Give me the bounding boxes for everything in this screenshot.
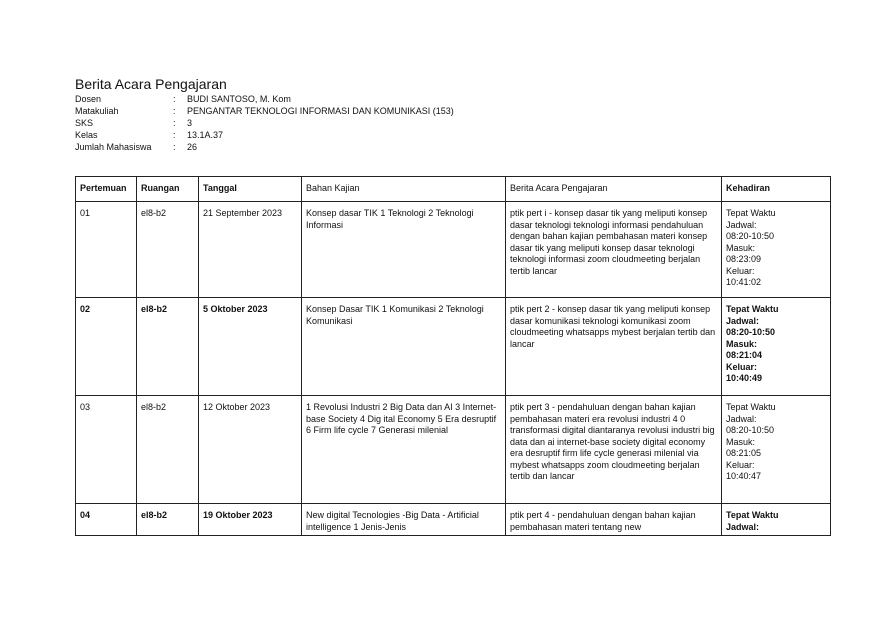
meta-value: BUDI SANTOSO, M. Kom [187,94,291,104]
meta-label: Kelas [75,130,98,140]
kehadiran-masuk: 08:21:05 [726,448,762,458]
kehadiran-masuk: 08:23:09 [726,254,762,264]
cell-pertemuan: 03 [76,396,137,504]
kehadiran-masuk-label: Masuk: [726,436,756,447]
kehadiran-masuk-label: Masuk: [726,338,758,349]
kehadiran-status: Tepat Waktu [726,510,779,520]
meta-label: SKS [75,118,94,128]
cell-berita-acara: ptik pert i - konsep dasar tik yang meliputi konsep dasar teknologi teknologi informasi pendahuluan dengan bahan kajian pembahasan materi konsep dasar tik yang meliputi konsep dasar teknologi teknologi informasi zoom cloudmeeting berjalan tertib lancar [506,202,722,298]
header-ruangan: Ruangan [137,177,199,202]
cell-kehadiran [722,504,831,536]
cell-tanggal: 21 September 2023 [199,202,302,298]
kehadiran-masuk-label: Masuk: [726,242,756,253]
meta-row-kelas [75,129,454,141]
cell-tanggal: 5 Oktober 2023 [199,298,302,396]
table-row [76,298,831,396]
kehadiran-jadwal-label: Jadwal: [726,413,757,424]
meta-label: Jumlah Mahasiswa [75,142,152,152]
kehadiran-jadwal: 08:20-10:50 [726,231,775,241]
kehadiran-keluar-label: Keluar: [726,265,755,276]
meta-value: 3 [187,118,193,128]
cell-pertemuan: 02 [76,298,137,396]
kehadiran-status: Tepat Waktu [726,304,779,314]
kehadiran-keluar: 10:41:02 [726,277,762,287]
cell-bahan-kajian: Konsep Dasar TIK 1 Komunikasi 2 Teknologi Komunikasi [302,298,506,396]
cell-berita-acara: ptik pert 3 - pendahuluan dengan bahan kajian pembahasan materi era revolusi industri 4 0 transformasi digital diantaranya revolusi industri big data dan ai internet-base society digital economy era desruptif firm life cycle generasi milenial via mybest whatsapps zoom cloudmeeting berjalan tertib dan lancar [506,396,722,504]
meta-label: Dosen [75,94,102,104]
cell-bahan-kajian: 1 Revolusi Industri 2 Big Data dan AI 3 Internet-base Society 4 Dig ital Economy 5 Era desruptif 6 Firm life cycle 7 Generasi milenial [302,396,506,504]
kehadiran-jadwal-label: Jadwal: [726,315,760,326]
attendance-table [75,176,831,536]
document-meta [75,93,454,153]
meta-label: Matakuliah [75,106,119,116]
header-kehadiran: Kehadiran [722,177,831,202]
table-header-row [76,177,831,202]
kehadiran-jadwal: 08:20-10:50 [726,425,775,435]
header-bahan-kajian: Bahan Kajian [302,177,506,202]
cell-pertemuan: 04 [76,504,137,536]
cell-tanggal: 12 Oktober 2023 [199,396,302,504]
cell-kehadiran [722,396,831,504]
page-title: Berita Acara Pengajaran [75,76,227,92]
meta-row-dosen [75,93,454,105]
kehadiran-keluar-label: Keluar: [726,361,758,372]
cell-berita-acara: ptik pert 4 - pendahuluan dengan bahan kajian pembahasan materi tentang new [506,504,722,536]
cell-bahan-kajian: Konsep dasar TIK 1 Teknologi 2 Teknologi Informasi [302,202,506,298]
meta-row-matakuliah [75,105,454,117]
header-berita-acara: Berita Acara Pengajaran [506,177,722,202]
kehadiran-masuk: 08:21:04 [726,350,763,360]
meta-value: 13.1A.37 [187,130,224,140]
cell-bahan-kajian: New digital Tecnologies -Big Data - Artificial intelligence 1 Jenis-Jenis [302,504,506,536]
cell-ruangan: el8-b2 [137,202,199,298]
meta-colon: : [173,142,176,152]
header-tanggal: Tanggal [199,177,302,202]
kehadiran-jadwal-label: Jadwal: [726,521,760,532]
cell-kehadiran [722,298,831,396]
meta-colon: : [173,106,176,116]
table-row [76,202,831,298]
kehadiran-keluar: 10:40:47 [726,471,762,481]
kehadiran-jadwal-label: Jadwal: [726,219,757,230]
meta-colon: : [173,130,176,140]
meta-value: 26 [187,142,198,152]
table-row [76,396,831,504]
kehadiran-status: Tepat Waktu [726,208,776,218]
header-pertemuan: Pertemuan [76,177,137,202]
cell-berita-acara: ptik pert 2 - konsep dasar tik yang meliputi konsep dasar komunikasi teknologi komunikasi zoom cloudmeeting whatsapps mybest berjalan tertib dan lancar [506,298,722,396]
cell-kehadiran [722,202,831,298]
cell-ruangan: el8-b2 [137,396,199,504]
meta-colon: : [173,94,176,104]
kehadiran-keluar-label: Keluar: [726,459,755,470]
meta-row-jumlah-mahasiswa [75,141,454,153]
cell-ruangan: el8-b2 [137,298,199,396]
cell-tanggal: 19 Oktober 2023 [199,504,302,536]
cell-ruangan: el8-b2 [137,504,199,536]
meta-row-sks [75,117,454,129]
kehadiran-status: Tepat Waktu [726,402,776,412]
kehadiran-keluar: 10:40:49 [726,373,763,383]
meta-colon: : [173,118,176,128]
cell-pertemuan: 01 [76,202,137,298]
table-row [76,504,831,536]
meta-value: PENGANTAR TEKNOLOGI INFORMASI DAN KOMUNIKASI (153) [187,106,454,116]
kehadiran-jadwal: 08:20-10:50 [726,327,776,337]
